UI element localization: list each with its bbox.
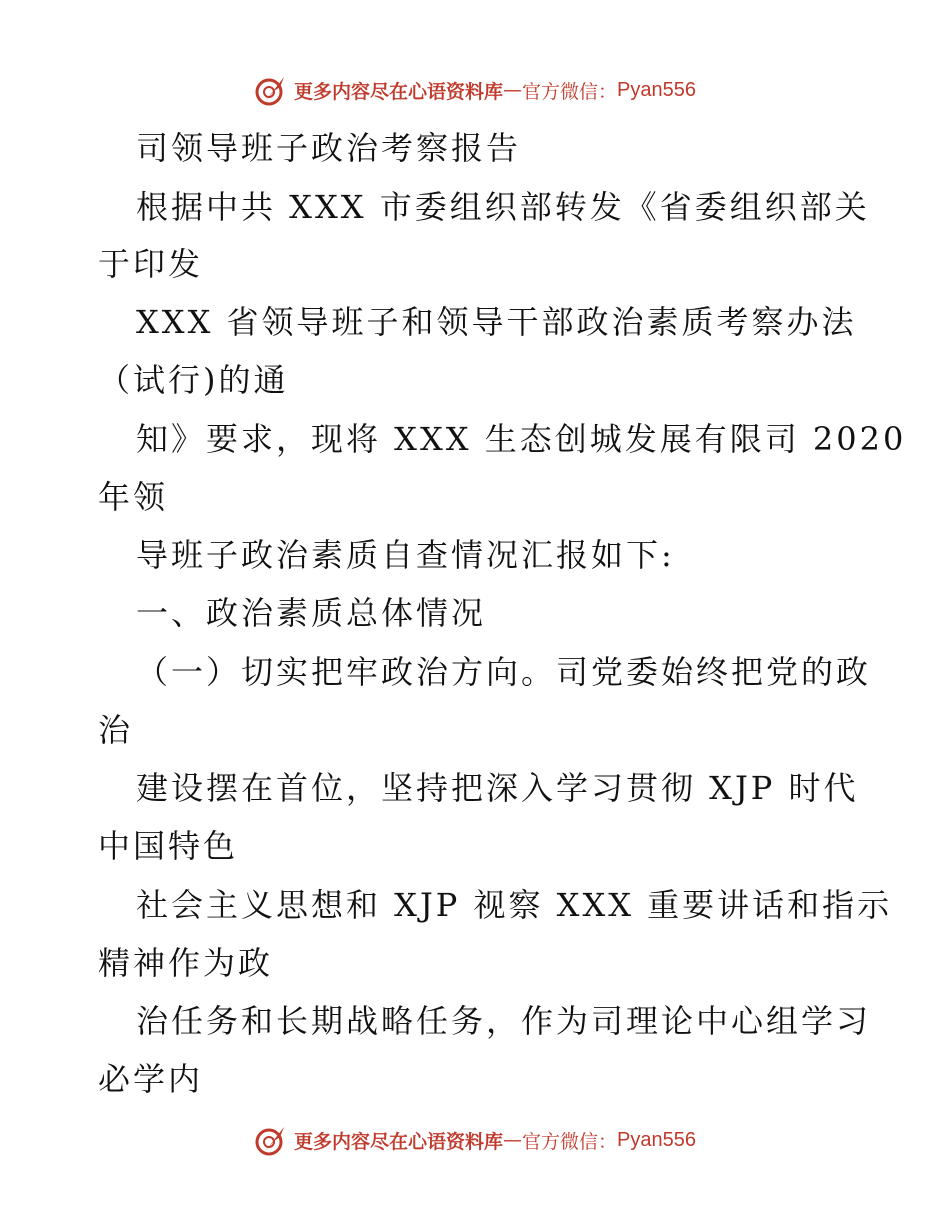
paragraph-line: 年领 bbox=[98, 478, 169, 516]
banner-main-text: 更多内容尽在心语资料库 bbox=[294, 1130, 504, 1153]
paragraph-line: 必学内 bbox=[98, 1060, 204, 1098]
quill-logo-icon bbox=[254, 1123, 288, 1157]
paragraph-line: （试行)的通 bbox=[98, 361, 289, 399]
paragraph-line: XXX 省领导班子和领导干部政治素质考察办法 bbox=[136, 303, 857, 341]
paragraph-line: 建设摆在首位，坚持把深入学习贯彻 XJP 时代 bbox=[136, 769, 859, 807]
banner-wechat-id: Pyan556 bbox=[617, 78, 696, 101]
paragraph-line: 导班子政治素质自查情况汇报如下: bbox=[136, 536, 675, 574]
banner-dash: — bbox=[503, 79, 523, 101]
banner-wechat-label: 官方微信： bbox=[522, 80, 618, 103]
paragraph-line: 根据中共 XXX 市委组织部转发《省委组织部关 bbox=[136, 188, 870, 226]
paragraph-line: 治任务和长期战略任务，作为司理论中心组学习 bbox=[136, 1002, 872, 1040]
paragraph-line: 于印发 bbox=[98, 245, 204, 283]
banner-wechat-id: Pyan556 bbox=[617, 1128, 696, 1151]
banner-main-text: 更多内容尽在心语资料库 bbox=[294, 80, 504, 103]
banner-dash: — bbox=[503, 1129, 523, 1151]
document-title: 司领导班子政治考察报告 bbox=[136, 129, 522, 167]
banner-wechat-label: 官方微信： bbox=[522, 1130, 618, 1153]
paragraph-line: 社会主义思想和 XJP 视察 XXX 重要讲话和指示 bbox=[136, 886, 893, 924]
paragraph-line: 治 bbox=[98, 711, 134, 749]
paragraph-line: （一）切实把牢政治方向。司党委始终把党的政 bbox=[136, 653, 872, 691]
section-heading: 一、政治素质总体情况 bbox=[136, 594, 487, 632]
paragraph-line: 知》要求，现将 XXX 生态创城发展有限司 2020 bbox=[136, 420, 907, 458]
paragraph-line: 精神作为政 bbox=[98, 944, 274, 982]
footer-banner bbox=[0, 1120, 950, 1160]
paragraph-line: 中国特色 bbox=[98, 827, 239, 865]
